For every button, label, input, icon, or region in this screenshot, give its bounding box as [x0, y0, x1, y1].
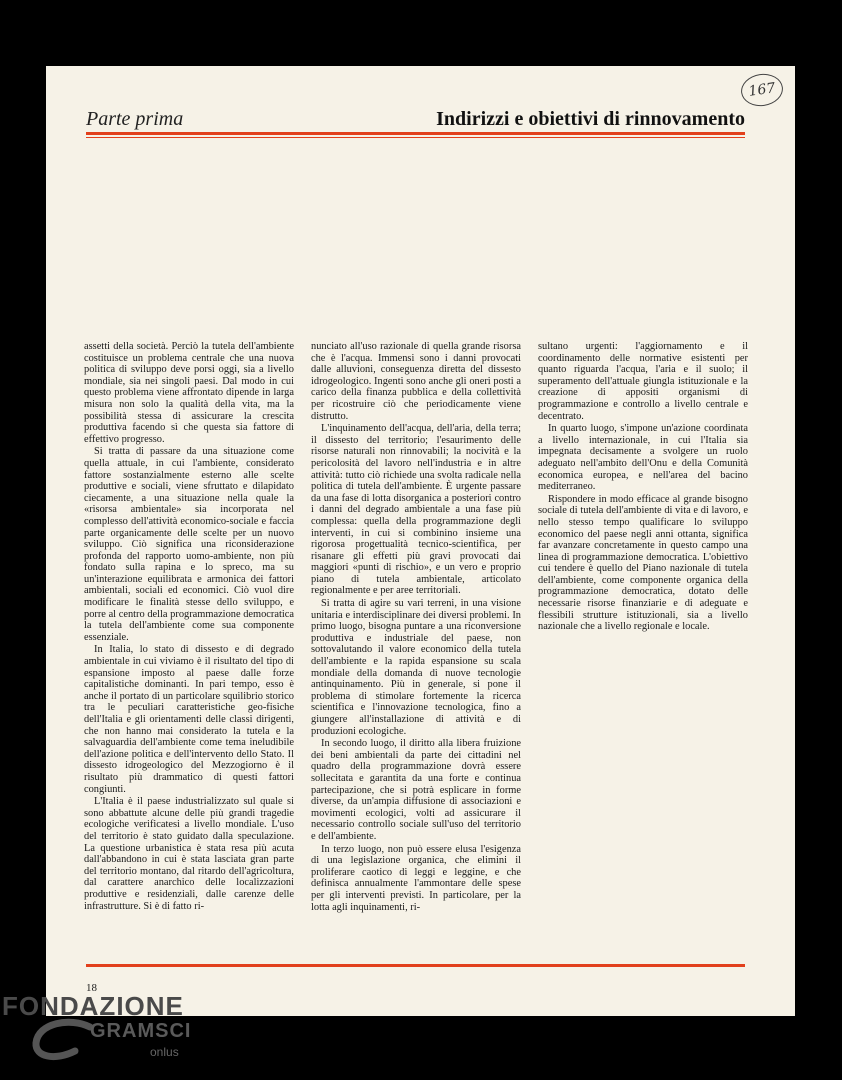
text-columns — [84, 341, 748, 913]
paragraph: L'inquinamento dell'acqua, dell'aria, della terra; il dissesto del territorio; l'esaurimento delle risorse naturali non rinnovabili; la nocività e la pericolosità del lavoro nell'industria e in altre attività: tutto ciò richiede una svolta radicale nella politica di tutela dell'ambiente. È urgente passare da una fase di lotta disorganica a posteriori contro i danni del degrado ambientale a una fase più complessa: quella della programmazione degli interventi, in cui si combinino insieme una rigorosa progettualità tecnico-scientifica, per risanare gli effetti più gravi provocati dai maggiori «punti di rischio», e un vero e proprio piano di tutela ambientale, articolato regionalmente e per aree territoriali. — [311, 423, 521, 597]
column-1 — [84, 341, 294, 913]
column-2 — [311, 341, 521, 913]
header-rule-thin — [86, 137, 745, 138]
paragraph: nunciato all'uso razionale di quella grande risorsa che è l'acqua. Immensi sono i danni provocati dalle alluvioni, conseguenza diretta del dissesto idrogeologico. Ingenti sono anche gli oneri posti a carico della finanza pubblica e della collettività per ricostruire ciò che periodicamente viene distrutto. — [311, 341, 521, 422]
page-number: 18 — [86, 982, 97, 994]
paragraph: In Italia, lo stato di dissesto e di degrado ambientale in cui viviamo è il risultato del tipo di espansione imposto al paese dalle forze capitalistiche dominanti. In pari tempo, esso è anche il portato di un particolare squilibrio storico tra le peculiari caratteristiche geo-fisiche dell'Italia e gli orientamenti delle classi dirigenti, che non hanno mai considerato la tutela e la salvaguardia dell'ambiente come tema ineludibile dell'azione politica e dell'intervento dello Stato. Il dissesto idrogeologico del Mezzogiorno è il risultato più drammatico di questi fattori congiunti. — [84, 644, 294, 795]
document-page — [46, 66, 795, 1016]
logo-line-2: GRAMSCI — [90, 1020, 192, 1042]
header-rule — [86, 132, 745, 135]
paragraph: In terzo luogo, non può essere elusa l'esigenza di una legislazione organica, che elimini il proliferare caotico di leggi e leggine, e che definisca annualmente l'ammontare delle spese per gli interventi previsti. In particolare, per la lotta agli inquinamenti, ri- — [311, 843, 521, 913]
section-title: Parte prima — [86, 108, 184, 130]
paragraph: assetti della società. Perciò la tutela dell'ambiente costituisce un problema centrale che una nuova politica di sviluppo deve porsi oggi, sia a livello mondiale, sia nei singoli paesi. Dal modo in cui questo problema viene affrontato dipende in larga misura non solo la qualità della vita, ma la possibilità stessa di assicurare la crescita produttiva facendo sì che questa sia fattore di effettivo progresso. — [84, 341, 294, 445]
paragraph: sultano urgenti: l'aggiornamento e il coordinamento delle normative esistenti per quanto riguarda l'acqua, l'aria e il suolo; il superamento dell'attuale giungla istituzionale e la creazione di appositi organismi di programmazione e controllo a livello centrale e decentrato. — [538, 341, 748, 422]
paragraph: Si tratta di passare da una situazione come quella attuale, in cui l'ambiente, considerato fattore sostanzialmente esterno alle scelte produttive e sociali, viene sfruttato e dilapidato ciecamente, a una situazione nella quale la «risorsa ambientale» sia incorporata nel complesso dell'attività economico-sociale e faccia parte organicamente delle scelte per un nuovo sviluppo. Ciò significa una riconsiderazione profonda del rapporto uomo-ambiente, non più fondato sulla rapina e lo spreco, ma su un'interazione equilibrata e armonica dei fattori ambientali, sociali ed economici. Ciò vuol dire modificare le finalità stesse dello sviluppo, e porre al centro della programmazione democratica la tutela dell'ambiente come sua componente essenziale. — [84, 446, 294, 643]
paragraph: Si tratta di agire su vari terreni, in una visione unitaria e interdisciplinare dei diversi problemi. In primo luogo, bisogna puntare a una riconversione produttiva e industriale del paese, non sottovalutando il valore economico della tutela dell'ambiente e la rapida espansione su scala mondiale della domanda di nuove tecnologie antinquinamento. Più in generale, si pone il problema di stimolare fortemente la ricerca scientifica e l'innovazione tecnologica, fino a giungere all'installazione di attività e di produzioni ecologiche. — [311, 598, 521, 737]
logo-line-1: FONDAZIONE — [2, 991, 184, 1021]
chapter-title: Indirizzi e obiettivi di rinnovamento — [436, 108, 745, 130]
watermark-logo — [0, 985, 220, 1080]
paragraph: Rispondere in modo efficace al grande bisogno sociale di tutela dell'ambiente di vita e di lavoro, e nello stesso tempo qualificare lo sviluppo economico del paese negli anni ottanta, significa far avanzare concretamente in questo campo una linea di programmazione democratica. L'obiettivo cui tendere è quello del Piano nazionale di tutela dell'ambiente, come componente organica della programmazione democratica, dotato delle necessarie risorse finanziarie e di adeguate e flessibili strutture istituzionali, sia a livello nazionale che a livello regionale e locale. — [538, 493, 748, 633]
paragraph: In secondo luogo, il diritto alla libera fruizione dei beni ambientali da parte dei cittadini nel quadro della programmazione dovrà essere sollecitata e garantita da una forte e continua partecipazione, che si potrà esplicare in forme diverse, da un'ampia diffusione di associazioni e movimenti ecologici, volti ad assicurare il necessario controllo sociale sull'uso del territorio e dell'ambiente. — [311, 738, 521, 842]
logo-line-3: onlus — [150, 1045, 179, 1059]
paragraph: L'Italia è il paese industrializzato sul quale si sono abbattute alcune delle più grandi tragedie ecologiche verificatesi a livello mondiale. L'uso del territorio è stato guidato dalla speculazione. La questione urbanistica è stata resa più acuta dall'abbandono in cui è stata lasciata gran parte del territorio montano, dal ritardo dell'agricoltura, dal carattere anarchico delle localizzazioni produttive e residenziali, dalle carenze delle infrastrutture. Si è di fatto ri- — [84, 796, 294, 912]
paragraph: In quarto luogo, s'impone un'azione coordinata a livello internazionale, in cui l'Italia sia impegnata decisamente a svolgere un ruolo adeguato nell'ambito dell'Onu e della Comunità economica europea, e nell'area del bacino mediterraneo. — [538, 423, 748, 493]
handwritten-page-mark: 167 — [739, 71, 785, 109]
column-3 — [538, 341, 748, 913]
footer-rule — [86, 964, 745, 967]
